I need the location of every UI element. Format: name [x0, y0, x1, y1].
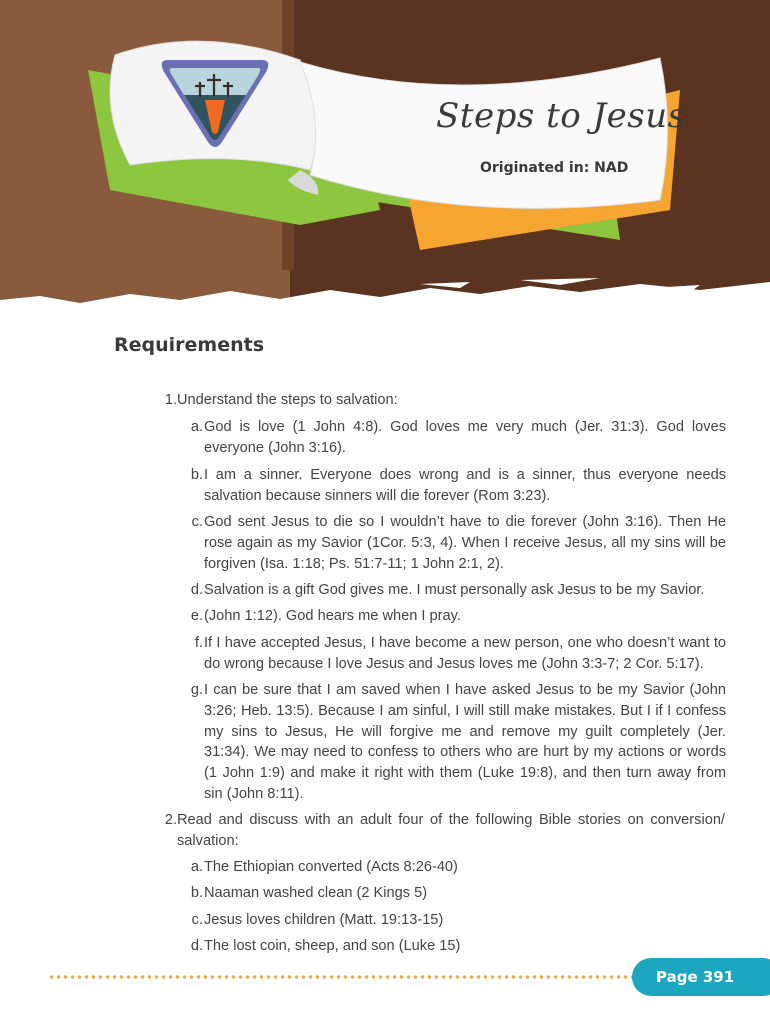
- item-letter: d.: [190, 582, 203, 598]
- item-text: I can be sure that I am saved when I have asked Jesus to be my Savior (John 3:26; Heb. 13:5). Because I am sinful, I will still make mistakes. But I if I confess my sins to Jesus, He will forgive me and remove my guilt completely (Jer. 31:34). We may need to confess to others who are hurt by my actions or words (1 John 1:9) and make it right with them (Luke 19:8), and then turn away from sin (John 8:11).: [204, 682, 726, 802]
- list-item: [157, 810, 725, 852]
- page-number-tab: [632, 958, 770, 996]
- list-item: [183, 680, 726, 805]
- list-item: [183, 417, 726, 459]
- list-item: [183, 512, 726, 574]
- list-item: [183, 633, 726, 675]
- item-letter: g.: [190, 682, 203, 698]
- item-letter: a.: [190, 859, 203, 875]
- item-text: Read and discuss with an adult four of the following Bible stories on conversion/ salvation:: [177, 812, 725, 849]
- item-text: God is love (1 John 4:8). God loves me very much (Jer. 31:3). God loves everyone (John 3:16).: [204, 419, 726, 456]
- item-letter: c.: [191, 514, 203, 530]
- page-number: Page 391: [656, 968, 735, 986]
- origin-label: Originated in: NAD: [480, 160, 629, 176]
- item-text: The lost coin, sheep, and son (Luke 15): [204, 938, 461, 954]
- list-item: [183, 580, 726, 601]
- list-item: [183, 857, 726, 878]
- item-text: God sent Jesus to die so I wouldn’t have to die forever (John 3:16). Then He rose again as my Savior (1Cor. 5:3, 4). When I receive Jesus, all my sins will be forgiven (Isa. 1:18; Ps. 51:7-11; 1 John 2:1, 2).: [204, 514, 726, 572]
- item-text: If I have accepted Jesus, I have become a new person, one who doesn’t want to do wrong because I love Jesus and Jesus loves me (John 3:3-7; 2 Cor. 5:17).: [204, 635, 726, 672]
- item-text: Jesus loves children (Matt. 19:13-15): [204, 912, 444, 928]
- header-banner: [0, 0, 770, 360]
- list-item: [183, 465, 726, 507]
- item-text: (John 1:12). God hears me when I pray.: [204, 608, 461, 624]
- list-item: [183, 883, 726, 904]
- item-letter: a.: [190, 419, 203, 435]
- item-text: Naaman washed clean (2 Kings 5): [204, 885, 428, 901]
- requirements-heading: Requirements: [114, 334, 265, 356]
- footer-dotted-rule: [48, 974, 638, 980]
- item-text: The Ethiopian converted (Acts 8:26-40): [204, 859, 458, 875]
- item-letter: b.: [190, 467, 203, 483]
- header-artwork: [0, 0, 770, 360]
- list-item: [183, 910, 726, 931]
- item-letter: f.: [194, 635, 203, 651]
- item-text: Understand the steps to salvation:: [177, 392, 398, 408]
- item-letter: e.: [190, 608, 203, 624]
- item-number: 1.: [164, 392, 177, 408]
- item-letter: b.: [190, 885, 203, 901]
- list-item: [183, 936, 726, 957]
- item-letter: d.: [190, 938, 203, 954]
- item-text: I am a sinner. Everyone does wrong and is a sinner, thus everyone needs salvation because sinners will die forever (Rom 3:23).: [204, 467, 726, 504]
- list-item: [183, 606, 726, 627]
- item-letter: c.: [191, 912, 203, 928]
- page-title: Steps to Jesus: [436, 96, 686, 136]
- list-item: [157, 390, 725, 411]
- item-text: Salvation is a gift God gives me. I must personally ask Jesus to be my Savior.: [204, 582, 705, 598]
- item-number: 2.: [164, 812, 177, 828]
